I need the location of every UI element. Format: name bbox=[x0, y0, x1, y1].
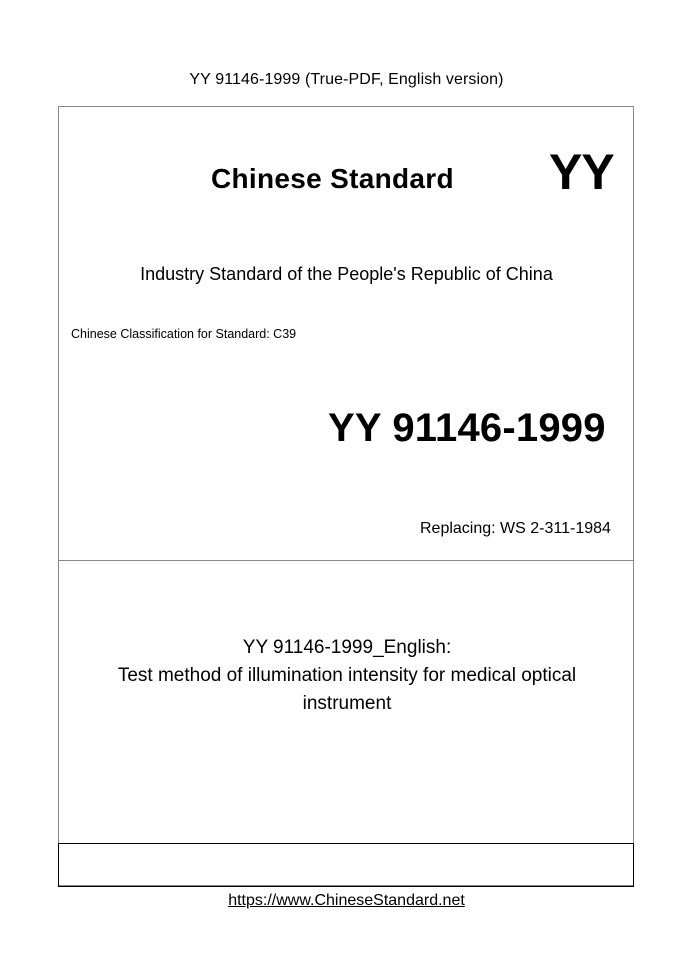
replacing-label: Replacing: WS 2-311-1984 bbox=[420, 520, 611, 537]
website-link[interactable]: https://www.ChineseStandard.net bbox=[228, 892, 465, 909]
cover-title: Chinese Standard bbox=[211, 163, 454, 194]
document-title-line-2: Test method of illumination intensity for medical optical bbox=[117, 665, 577, 686]
cover-frame bbox=[58, 106, 634, 886]
empty-footer-box bbox=[58, 843, 634, 887]
standard-number: YY 91146-1999 bbox=[328, 406, 606, 450]
page-header: YY 91146-1999 (True-PDF, English version) bbox=[189, 71, 504, 88]
document-title-block bbox=[88, 634, 606, 718]
document-title-line-3: instrument bbox=[302, 693, 392, 714]
standard-code-mark: YY bbox=[549, 144, 614, 200]
industry-standard-label: Industry Standard of the People's Republic of China bbox=[140, 264, 553, 284]
classification-label: Chinese Classification for Standard: C39 bbox=[71, 327, 297, 341]
section-divider bbox=[58, 560, 634, 561]
document-title-line-1: YY 91146-1999_English: bbox=[242, 637, 452, 658]
